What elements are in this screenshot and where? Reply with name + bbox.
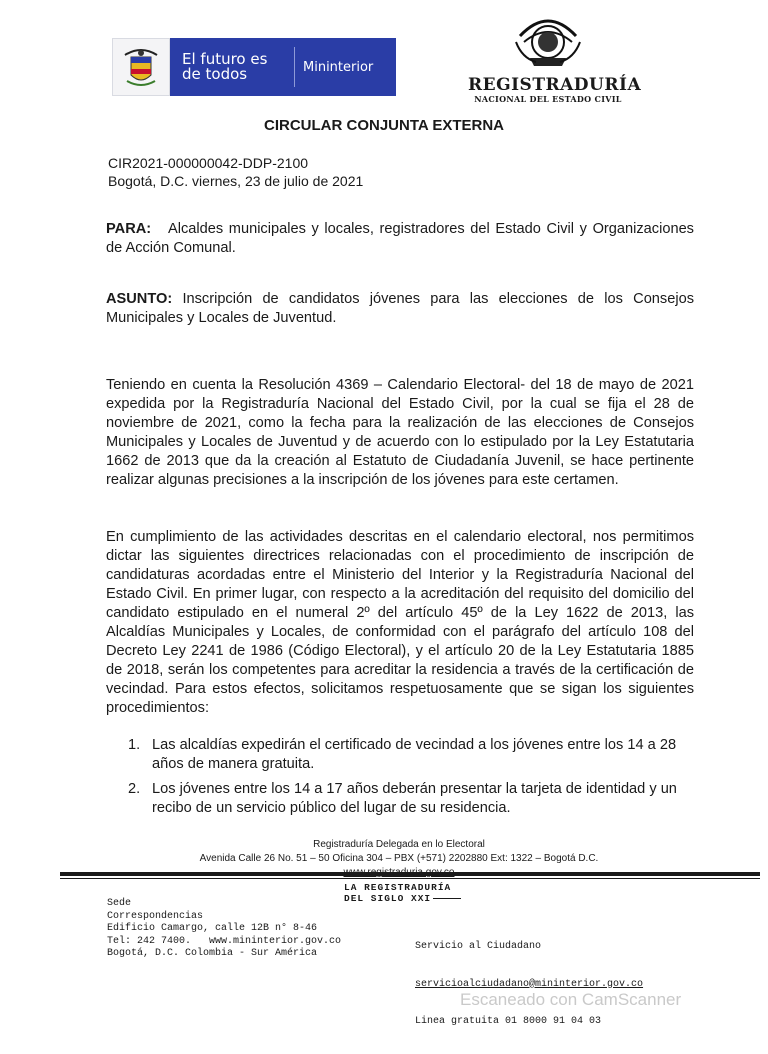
list-text: Las alcaldías expedirán el certificado de vecindad a los jóvenes entre los 14 a 28 años de manera gratuita. — [152, 737, 677, 772]
list-number: 2. — [128, 781, 141, 797]
reference-code: CIR2021-000000042-DDP-2100 — [108, 155, 309, 171]
citizen-service — [415, 916, 643, 1054]
para-text: Alcaldes municipales y locales, registradores del Estado Civil y Organizaciones de Acción Comunal. — [106, 221, 694, 256]
list-text: Los jóvenes entre los 14 a 17 años deberán presentar la tarjeta de identidad y un recibo de un servicio público del lugar de su residencia. — [152, 781, 677, 816]
reference-block — [108, 154, 363, 190]
ministry-name: Mininterior — [303, 59, 374, 75]
gov-banner — [112, 38, 396, 96]
list-item — [128, 736, 694, 774]
footer-office: Registraduría Delegada en lo Electoral — [313, 839, 485, 850]
list-item — [128, 780, 694, 818]
gov-blue-panel — [170, 38, 396, 96]
footer-street: Avenida Calle 26 No. 51 – 50 Oficina 304 – PBX (+571) 2202880 Ext: 1322 – Bogotá D.C. — [199, 853, 599, 864]
body-paragraph-1: Teniendo en cuenta la Resolución 4369 – Calendario Electoral- del 18 de mayo de 2021 expedida por la Registraduría Nacional del Estado Civil, por la cual se fija el 28 de noviembre de 2021, como la fecha para la realización de las elecciones de Consejos Municipales y Locales de Juventud y de acuerdo con lo estipulado por la Ley Estatutaria 1662 de 2013 que da la creación al Estatuto de Ciudadanía Juvenil, se hace pertinente realizar algunas precisiones a la inscripción de los jóvenes para este certamen. — [106, 377, 694, 488]
registraduria-siglo-xxi — [344, 882, 461, 904]
citizen-service-title: Servicio al Ciudadano — [415, 941, 542, 952]
reference-date: Bogotá, D.C. viernes, 23 de julio de 2021 — [108, 173, 364, 189]
mininterior-contact: Sede Correspondencias Edificio Camargo, calle 12B n° 8-46 Tel: 242 7400. www.mininterior.gov.co Bogotá, D.C. Colombia - Sur América — [107, 898, 342, 959]
document-title: CIRCULAR CONJUNTA EXTERNA — [264, 117, 504, 134]
siglo-xxi-line1: LA REGISTRADURÍA — [344, 882, 452, 893]
colombia-shield-icon — [112, 38, 170, 96]
para-section — [106, 220, 694, 258]
registraduria-seal-icon — [512, 12, 584, 70]
citizen-service-phone: Linea gratuita 01 8000 91 04 03 — [415, 1016, 602, 1027]
footer-divider — [60, 872, 760, 876]
divider — [294, 47, 295, 87]
body-paragraph-2: En cumplimiento de las actividades descritas en el calendario electoral, nos permitimos dictar las siguientes directrices relacionadas con el procedimiento de inscripción de candidaturas acordadas entre el Ministerio del Interior y la Registraduría Nacional del Estado Civil. En primer lugar, con respecto a la acreditación del requisito del domicilio del candidato estipulado en el numeral 2º del artículo 45º de la Ley 1622 de 2013, las Alcaldías Municipales y Locales, de conformidad con el parágrafo del artículo 108 del Decreto Ley 2241 de 1986 (Código Electoral), y el artículo 20 de la Ley Estatutaria 1885 de 2018, serán los competentes para acreditar la residencia a través de la certificación de vecindad. Para estos efectos, solicitamos respetuosamente que se sigan los siguientes procedimientos: — [106, 529, 694, 716]
registraduria-name: REGISTRADURÍA — [468, 75, 642, 95]
citizen-service-email[interactable]: servicioalciudadano@mininterior.gov.co — [415, 978, 644, 990]
procedure-list — [128, 736, 694, 824]
para-label: PARA: — [106, 221, 152, 237]
list-number: 1. — [128, 737, 141, 753]
asunto-text: Inscripción de candidatos jóvenes para las elecciones de los Consejos Municipales y Locales de Juventud. — [106, 291, 694, 326]
registraduria-logo — [468, 12, 642, 104]
gov-slogan: El futuro es de todos — [182, 50, 268, 83]
asunto-label: ASUNTO: — [106, 291, 173, 307]
footer-divider-thin — [60, 878, 760, 879]
asunto-section — [106, 290, 694, 328]
siglo-xxi-line2: DEL SIGLO XXI — [344, 893, 432, 904]
camscanner-watermark: Escaneado con CamScanner — [460, 990, 682, 1009]
registraduria-subtitle: NACIONAL DEL ESTADO CIVIL — [474, 94, 622, 104]
